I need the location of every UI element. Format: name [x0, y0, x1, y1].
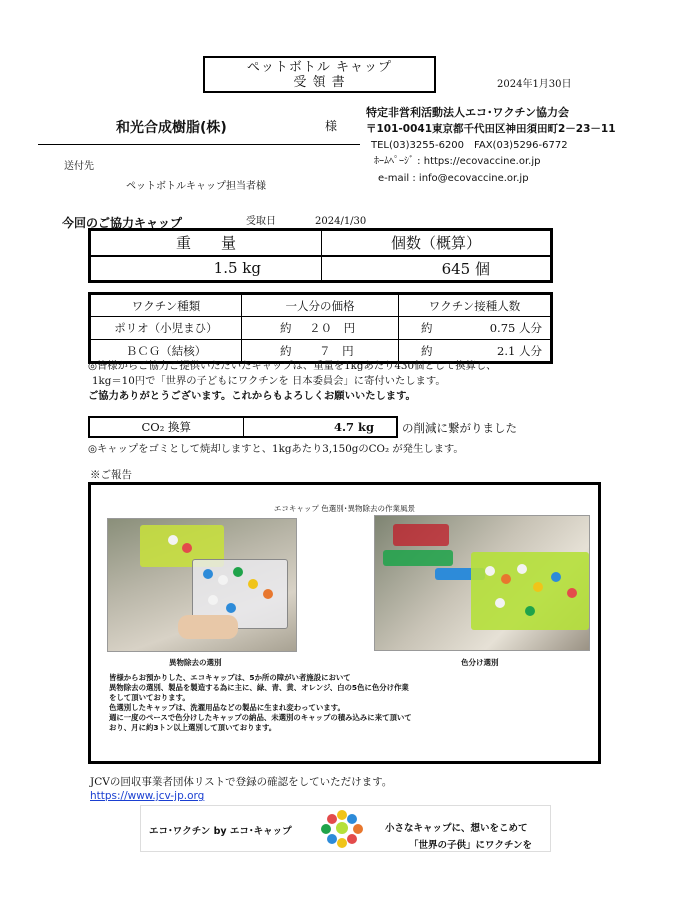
- report-line: をして頂いております。: [109, 693, 190, 702]
- vaccine-table: [88, 292, 553, 364]
- vaccine-price-cell: [242, 317, 399, 340]
- count-prefix: 約: [421, 343, 433, 358]
- report-line: おり、月に約3トン以上選別して頂いております。: [109, 723, 277, 732]
- co2-suffix: の削減に繋がりました: [402, 421, 517, 435]
- co2-note: ◎キャップをゴミとして焼却しますと、1kgあたり3,150gのCO₂ が発生します。: [88, 443, 464, 455]
- received-date: 2024/1/30: [315, 216, 367, 227]
- co2-label: CO₂ 換算: [89, 417, 243, 437]
- issuer-address: 〒101-0041東京都千代田区神田須田町2－23－11: [366, 123, 616, 135]
- count-prefix: 約: [421, 321, 433, 335]
- report-body: [109, 673, 589, 733]
- title-line2: 受 領 書: [293, 75, 346, 90]
- count-header: 個数（概算）: [322, 230, 552, 256]
- vaccine-type: ポリオ（小児まひ）: [90, 317, 242, 340]
- issuer-org: 特定非営利活動法人エコ･ワクチン協力会: [366, 106, 569, 119]
- photo-color-sorting: [374, 515, 590, 651]
- send-to-label: 送付先: [64, 161, 94, 172]
- received-heading: 今回のご協力キャップ: [62, 216, 183, 230]
- report-label: ※ご報告: [90, 469, 132, 481]
- vaccine-price: ２０ 円: [309, 321, 356, 335]
- eco-vaccine-logo-icon: [316, 809, 368, 849]
- notes-block: [88, 359, 588, 404]
- banner-right-text2: 「世界の子供」にワクチンを: [409, 840, 533, 851]
- photo-title: エコキャップ 色選別･異物除去の作業風景: [273, 504, 416, 513]
- title-line1: ペットボトル キャップ: [246, 60, 393, 75]
- vaccine-type: ＢＣＧ（結核）: [90, 340, 242, 363]
- received-date-label: 受取日: [246, 216, 276, 227]
- weight-header: 重 量: [90, 230, 322, 256]
- issue-date: 2024年1月30日: [497, 79, 572, 90]
- report-line: 週に一度のペースで色分けしたキャップの納品、未選別のキャップの積み込みに来て頂いて: [109, 713, 412, 722]
- recipient-underline: [38, 144, 360, 145]
- weight-value: 1.5 kg: [90, 256, 322, 282]
- vaccine-header-type: ワクチン種類: [90, 294, 242, 317]
- price-prefix: 約: [280, 343, 292, 358]
- vaccine-header-price: 一人分の価格: [242, 294, 399, 317]
- caption-right: 色分け選別: [461, 658, 499, 667]
- issuer-tel-fax: TEL(03)3255-6200 FAX(03)5296-6772: [371, 140, 568, 151]
- banner-right-text1: 小さなキャップに、想いをこめて: [385, 823, 528, 834]
- recipient-company: 和光合成樹脂(株): [116, 120, 227, 136]
- banner-left-text: エコ･ワクチン by エコ･キャップ: [149, 826, 292, 837]
- footer-banner: [140, 805, 551, 852]
- vaccine-header-count: ワクチン接種人数: [399, 294, 552, 317]
- note-line: 1kg＝10円で「世界の子どもにワクチンを 日本委員会」に寄付いたします。: [92, 375, 446, 387]
- document-title: [203, 56, 436, 93]
- count-value: 645 個: [322, 256, 552, 282]
- jcv-link[interactable]: https://www.jcv-jp.org: [90, 790, 205, 802]
- note-line: ◎皆様からご協力ご提供いただいたキャップは、重量を1kgあたり430個として換算し、: [88, 360, 497, 372]
- report-line: 皆様からお預かりした、エコキャップは、5か所の障がい者施設において: [109, 673, 351, 682]
- co2-value: 4.7 kg: [243, 417, 397, 437]
- table-row: [90, 317, 552, 340]
- vaccine-count-cell: [399, 317, 552, 340]
- note-line: ご協力ありがとうございます。これからもよろしくお願いいたします。: [88, 390, 416, 402]
- send-to-name: ペットボトルキャップ担当者様: [126, 181, 266, 192]
- issuer-email[interactable]: e-mail : info@ecovaccine.or.jp: [378, 173, 529, 184]
- vaccine-count: 2.1 人分: [497, 343, 542, 358]
- jcv-text: JCVの回収事業者団体リストで登録の確認をしていただけます。: [90, 776, 393, 788]
- report-line: 色選別したキャップは、洗濯用品などの製品に生まれ変わっています。: [109, 703, 345, 712]
- report-photo-frame: [88, 482, 601, 764]
- vaccine-count: 0.75 人分: [489, 321, 542, 335]
- price-prefix: 約: [280, 321, 292, 335]
- vaccine-price: ７ 円: [319, 343, 354, 358]
- co2-table: [88, 416, 398, 438]
- weight-table: [88, 228, 553, 283]
- photo-foreign-object-sorting: [107, 518, 297, 652]
- caption-left: 異物除去の選別: [169, 658, 222, 667]
- report-line: 異物除去の選別、製品を製造する為に主に、緑、青、黄、オレンジ、白の5色に色分け作業: [109, 683, 409, 692]
- issuer-homepage[interactable]: ﾎｰﾑﾍﾟｰｼﾞ : https://ecovaccine.or.jp: [374, 156, 541, 167]
- recipient-honorific: 様: [325, 119, 338, 133]
